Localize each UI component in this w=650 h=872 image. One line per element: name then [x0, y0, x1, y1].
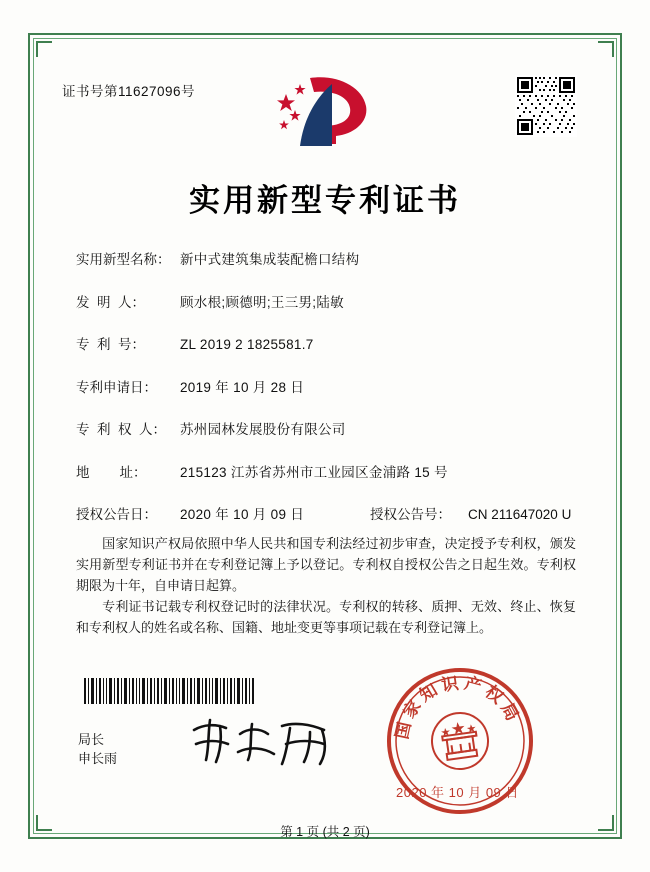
- field-label-secondary: 授权公告号：: [370, 507, 451, 522]
- field-row: [76, 376, 576, 396]
- body-paragraph-1: [76, 533, 576, 596]
- field-row: [76, 291, 576, 311]
- seal-date: 2020 年 10 月 09 日: [396, 785, 519, 800]
- field-label: 发 明 人：: [76, 294, 146, 310]
- field-value-secondary: CN 211647020 U: [468, 507, 572, 522]
- paragraph-text: 国家知识产权局依照中华人民共和国专利法经过初步审查，决定授予专利权，颁发实用新型专利证书并在专利登记簿上予以登记。专利权自授权公告之日起生效。专利权期限为十年，自申请日起算。: [76, 536, 576, 593]
- field-row: [76, 461, 576, 481]
- field-row: [76, 333, 576, 353]
- signer-title: 局长: [78, 732, 105, 747]
- signer-name: 申长雨: [78, 751, 118, 766]
- page-footer: 第 1 页 (共 2 页): [280, 825, 370, 839]
- certificate-number: 证书号第11627096号: [62, 84, 196, 99]
- handwritten-signature: [186, 714, 346, 770]
- cnipa-logo-icon: [270, 72, 378, 152]
- field-value: 苏州园林发展股份有限公司: [180, 422, 346, 437]
- field-label: 专 利 权 人：: [76, 422, 167, 437]
- field-label: 专利申请日：: [76, 379, 157, 395]
- field-value: 顾水根;顾德明;王三男;陆敏: [180, 294, 344, 310]
- fields-list: [76, 248, 576, 546]
- body-paragraph-2: [76, 596, 576, 638]
- field-value: 2020 年 10 月 09 日: [180, 507, 305, 522]
- corner-ornament-top-right: [598, 41, 614, 57]
- corner-ornament-top-left: [36, 41, 52, 57]
- paragraph-text: 专利证书记载专利权登记时的法律状况。专利权的转移、质押、无效、终止、恢复和专利权人的姓名或名称、国籍、地址变更等事项记载在专利登记簿上。: [76, 599, 576, 635]
- qr-code: [515, 75, 577, 137]
- field-value: 2019 年 10 月 28 日: [180, 379, 305, 395]
- field-label: 实用新型名称：: [76, 252, 171, 267]
- barcode: [84, 678, 254, 704]
- field-value: ZL 2019 2 1825581.7: [180, 337, 314, 352]
- field-label: 授权公告日：: [76, 507, 157, 522]
- field-row: [76, 248, 576, 268]
- field-label: 专 利 号：: [76, 337, 146, 352]
- field-row: [76, 418, 576, 438]
- field-row-announcement: [76, 503, 576, 523]
- field-value: 新中式建筑集成装配檐口结构: [180, 252, 360, 267]
- field-label: 地 址：: [76, 464, 147, 480]
- svg-text:国家知识产权局: [385, 666, 525, 744]
- seal-top-text: 国家知识产权局: [392, 673, 524, 742]
- signature-block: [78, 730, 117, 768]
- field-value: 215123 江苏省苏州市工业园区金浦路 15 号: [180, 464, 448, 480]
- page-title: 实用新型专利证书: [189, 183, 461, 219]
